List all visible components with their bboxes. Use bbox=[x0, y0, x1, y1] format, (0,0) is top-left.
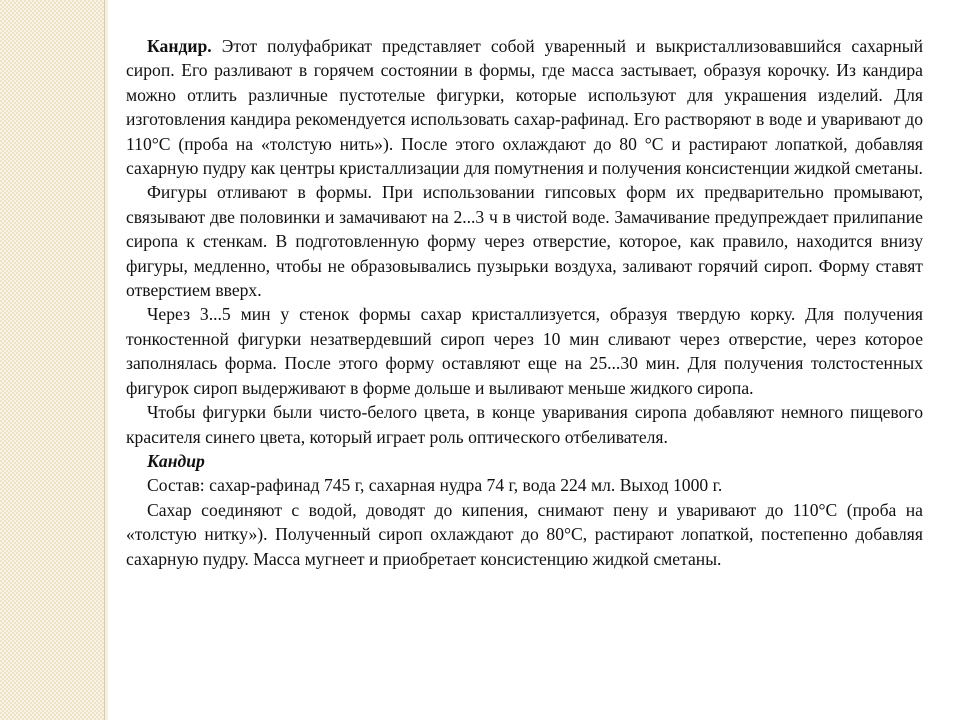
paragraph-intro bbox=[126, 34, 923, 180]
recipe-method: Сахар соединяют с водой, доводят до кипения, снимают пену и уваривают до 110°С (проба на «толстую нитку»). Полученный сироп охлаждают до 80°С, растирают лопаткой, постепенно добавляя сахарную пудру. Масса мугнеет и приобретает консистенцию жидкой сметаны. bbox=[126, 499, 923, 569]
lead-term: Кандир. bbox=[147, 36, 212, 56]
paragraph-whitening: Чтобы фигурки были чисто-белого цвета, в конце уваривания сиропа добавляют немного пищевого красителя синего цвета, который играет роль оптического отбеливателя. bbox=[126, 402, 923, 447]
side-divider bbox=[104, 0, 108, 720]
paragraph-crystallization: Через 3...5 мин у стенок формы сахар кристаллизуется, образуя твердую корку. Для получения тонкостенной фигурки незатвердевший сироп через 10 мин сливают через отверстие, через которое заполнялась форма. После этого форму оставляют еще на 25...30 мин. Для получения толстостенных фигурок сироп выдерживают в форме дольше и выливают меньше жидкого сиропа. bbox=[126, 304, 923, 398]
recipe-title: Кандир bbox=[147, 450, 205, 471]
decorative-side-band bbox=[0, 0, 104, 720]
document-body bbox=[126, 34, 923, 571]
paragraph-intro-text: Этот полуфабрикат представляет собой уваренный и выкристаллизовавшийся сахарный сироп. Его разливают в горячем состоянии в формы, где масса застывает, образуя корочку. Из кандира можно отлить различные пустотелые фигурки, которые используют для украшения изделий. Для изготовления кандира рекомендуется использовать сахар-рафинад. Его растворяют в воде и уваривают до 110°С (проба на «толстую нить»). После этого охлаждают до 80 °С и растирают лопаткой, добавляя сахарную пудру как центры кристаллизации для помутнения и получения консистенции жидкой сметаны. bbox=[126, 36, 923, 179]
recipe-composition: Состав: сахар-рафинад 745 г, сахарная нудра 74 г, вода 224 мл. Выход 1000 г. bbox=[147, 475, 723, 496]
paragraph-casting: Фигуры отливают в формы. При использовании гипсовых форм их предварительно промывают, связывают две половинки и замачивают на 2...3 ч в чистой воде. Замачивание предупреждает прилипание сиропа к стенкам. В подготовленную форму через отверстие, которое, как правило, находится внизу фигуры, медленно, чтобы не образовывались пузырьки воздуха, заливают горячий сироп. Форму ставят отверстием вверх. bbox=[126, 182, 923, 301]
